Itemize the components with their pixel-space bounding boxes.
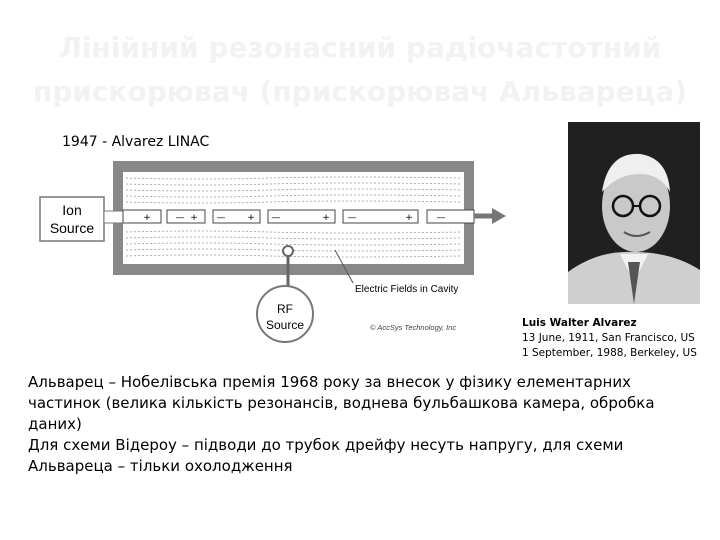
death-info: 1 September, 1988, Berkeley, US <box>522 347 697 359</box>
drift-tube <box>167 210 205 223</box>
ion-source-nozzle <box>104 211 123 223</box>
drift-tube <box>123 210 161 223</box>
beam-arrow-head <box>492 208 506 224</box>
birth-info: 13 June, 1911, San Francisco, US <box>522 332 695 344</box>
minus-sign: — <box>347 213 357 223</box>
rf-coupling-loop <box>283 246 293 256</box>
plus-sign: + <box>190 213 198 223</box>
rf-source-label-1: RF <box>277 302 293 316</box>
minus-sign: — <box>175 213 185 223</box>
plus-sign: + <box>143 213 151 223</box>
plus-sign: + <box>405 213 413 223</box>
body-paragraph-nobel: Альварец – Нобелівська премія 1968 року за внесок у фізику елементарних частинок (велика кількість резонансів, воднева бульбашкова камера, обробка даних) <box>28 373 655 433</box>
body-text <box>28 372 668 477</box>
rf-source-label-2: Source <box>265 318 305 332</box>
plus-sign: + <box>322 213 330 223</box>
copyright-label: © AccSys Technology, Inc <box>370 323 457 332</box>
ion-source-label-1: Ion <box>62 202 82 218</box>
person-name: Luis Walter Alvarez <box>522 317 637 329</box>
portrait-image <box>568 122 700 304</box>
diagram-subtitle: 1947 - Alvarez LINAC <box>62 134 210 150</box>
plus-sign: + <box>247 213 255 223</box>
ion-source-label-2: Source <box>49 220 95 236</box>
body-paragraph-schemes: Для схеми Відероу – підводи до трубок дрейфу несуть напругу, для схеми Альвареца – тільки охолодження <box>28 436 624 475</box>
portrait-caption <box>522 316 697 361</box>
alvarez-portrait <box>568 122 700 304</box>
drift-tube <box>427 210 474 223</box>
minus-sign: — <box>436 213 446 223</box>
minus-sign: — <box>271 213 281 223</box>
page-title: Лінійний резонасний радіочастотний прискорювач (прискорювач Альвареца) <box>32 31 688 108</box>
minus-sign: — <box>216 213 226 223</box>
electric-fields-label: Electric Fields in Cavity <box>355 284 459 295</box>
